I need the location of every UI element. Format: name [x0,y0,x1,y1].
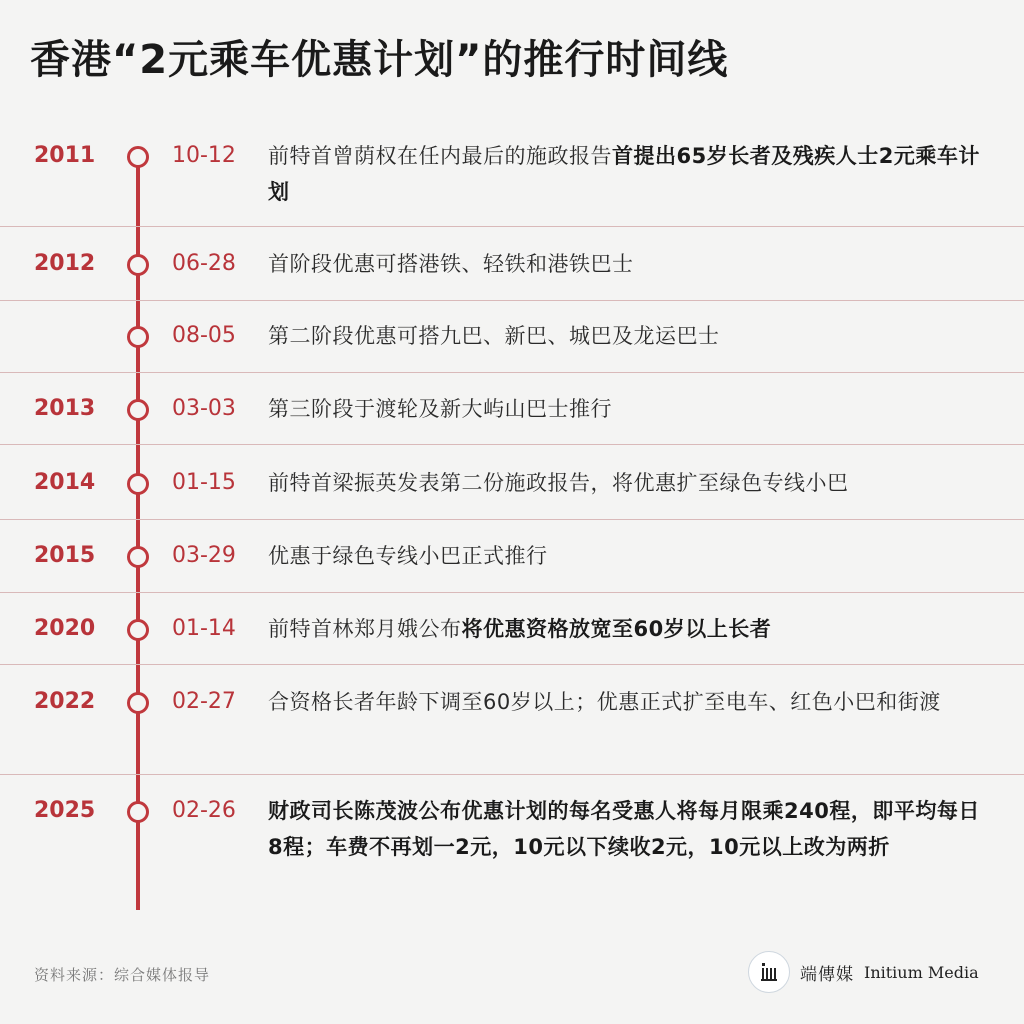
row-divider [0,444,1024,445]
timeline-node-icon [127,619,149,641]
event-year: 2022 [34,689,96,714]
event-description: 第三阶段于渡轮及新大屿山巴士推行 [268,397,612,421]
row-divider [0,226,1024,227]
timeline-node-icon [127,546,149,568]
event-year: 2012 [34,251,96,276]
row-divider [0,592,1024,593]
timeline-node-icon [127,801,149,823]
event-date: 03-03 [172,396,236,421]
event-year: 2025 [34,798,96,823]
row-divider [0,300,1024,301]
event-year: 2013 [34,396,96,421]
event-description: 前特首梁振英发表第二份施政报告，将优惠扩至绿色专线小巴 [268,471,849,495]
timeline-node-icon [127,473,149,495]
event-date: 06-28 [172,251,236,276]
event-description: 前特首曾荫权在任内最后的施政报告首提出65岁长者及残疾人士2元乘车计划 [268,144,980,204]
brand-name-chinese: 端傳媒 [800,964,854,985]
source-note: 资料来源：综合媒体报导 [34,966,211,984]
event-description: 优惠于绿色专线小巴正式推行 [268,544,548,568]
row-divider [0,664,1024,665]
timeline-node-icon [127,326,149,348]
page-title: 香港“2元乘车优惠计划”的推行时间线 [30,37,729,83]
event-date: 01-15 [172,470,236,495]
event-date: 03-29 [172,543,236,568]
event-year: 2020 [34,616,96,641]
event-description: 财政司长陈茂波公布优惠计划的每名受惠人将每月限乘240程，即平均每日8程；车费不再划一2元，10元以下续收2元，10元以上改为两折 [268,799,980,859]
event-description: 前特首林郑月娥公布将优惠资格放宽至60岁以上长者 [268,617,772,641]
event-date: 02-26 [172,798,236,823]
row-divider [0,519,1024,520]
brand [748,950,979,994]
event-description: 首阶段优惠可搭港铁、轻铁和港铁巴士 [268,252,634,276]
brand-name-english: Initium Media [864,962,979,982]
event-year: 2015 [34,543,96,568]
timeline-node-icon [127,692,149,714]
timeline-node-icon [127,399,149,421]
event-year: 2014 [34,470,96,495]
event-date: 01-14 [172,616,236,641]
event-date: 10-12 [172,143,236,168]
row-divider [0,774,1024,775]
event-date: 02-27 [172,689,236,714]
initium-logo-icon [748,951,790,993]
event-description: 第二阶段优惠可搭九巴、新巴、城巴及龙运巴士 [268,324,720,348]
event-year: 2011 [34,143,96,168]
event-description: 合资格长者年龄下调至60岁以上；优惠正式扩至电车、红色小巴和街渡 [268,690,941,714]
event-date: 08-05 [172,323,236,348]
timeline-node-icon [127,254,149,276]
timeline-node-icon [127,146,149,168]
row-divider [0,372,1024,373]
